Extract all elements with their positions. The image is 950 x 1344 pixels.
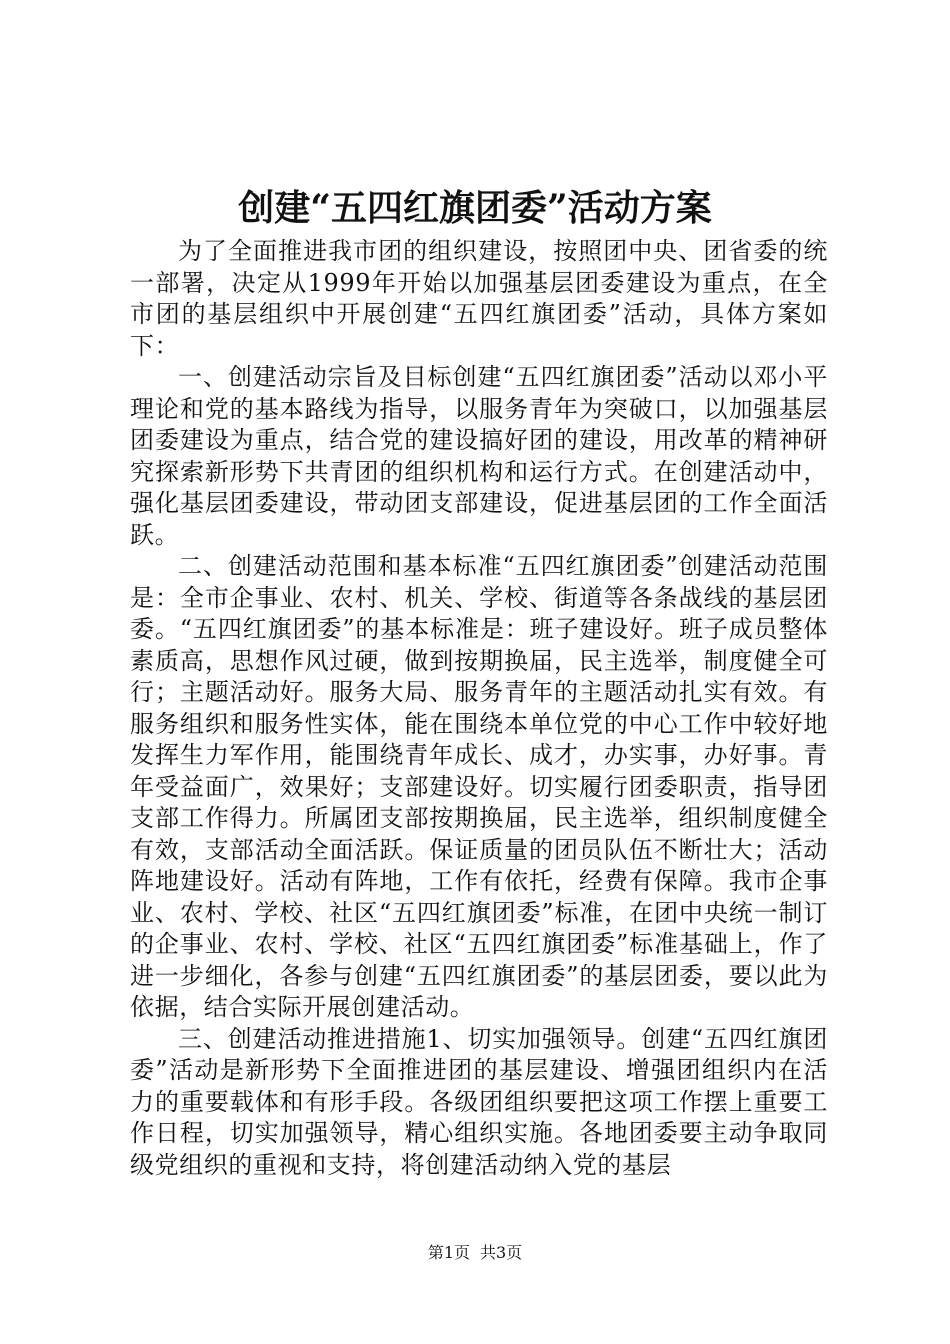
page-footer [0,1242,950,1264]
page-total: 共3页 [480,1243,523,1262]
document-body [130,236,828,1181]
paragraph-section-2: 二、创建活动范围和基本标准“五四红旗团委”创建活动范围是：全市企事业、农村、机关、学校、街道等各条战线的基层团委。“五四红旗团委”的基本标准是：班子建设好。班子成员整体素质高，思想作风过硬，做到按期换届，民主选举，制度健全可行；主题活动好。服务大局、服务青年的主题活动扎实有效。有服务组织和服务性实体，能在围绕本单位党的中心工作中较好地发挥生力军作用，能围绕青年成长、成才，办实事，办好事。青年受益面广，效果好；支部建设好。切实履行团委职责，指导团支部工作得力。所属团支部按期换届，民主选举，组织制度健全有效，支部活动全面活跃。保证质量的团员队伍不断壮大；活动阵地建设好。活动有阵地，工作有依托，经费有保障。我市企事业、农村、学校、社区“五四红旗团委”标准，在团中央统一制订的企事业、农村、学校、社区“五四红旗团委”标准基础上，作了进一步细化，各参与创建“五四红旗团委”的基层团委，要以此为依据，结合实际开展创建活动。 [130,552,828,1021]
paragraph-section-1: 一、创建活动宗旨及目标创建“五四红旗团委”活动以邓小平理论和党的基本路线为指导，以服务青年为突破口，以加强基层团委建设为重点，结合党的建设搞好团的建设，用改革的精神研究探索新形势下共青团的组织机构和运行方式。在创建活动中，强化基层团委建设，带动团支部建设，促进基层团的工作全面活跃。 [130,363,828,549]
document-title: 创建“五四红旗团委”活动方案 [238,187,712,229]
paragraph-intro: 为了全面推进我市团的组织建设，按照团中央、团省委的统一部署，决定从1999年开始以加强基层团委建设为重点，在全市团的基层组织中开展创建“五四红旗团委”活动，具体方案如下： [130,237,828,360]
page-number: 第1页 [427,1243,470,1262]
paragraph-section-3: 三、创建活动推进措施1、切实加强领导。创建“五四红旗团委”活动是新形势下全面推进团的基层建设、增强团组织内在活力的重要载体和有形手段。各级团组织要把这项工作摆上重要工作日程，切实加强领导，精心组织实施。各地团委要主动争取同级党组织的重视和支持，将创建活动纳入党的基层 [130,1024,828,1179]
